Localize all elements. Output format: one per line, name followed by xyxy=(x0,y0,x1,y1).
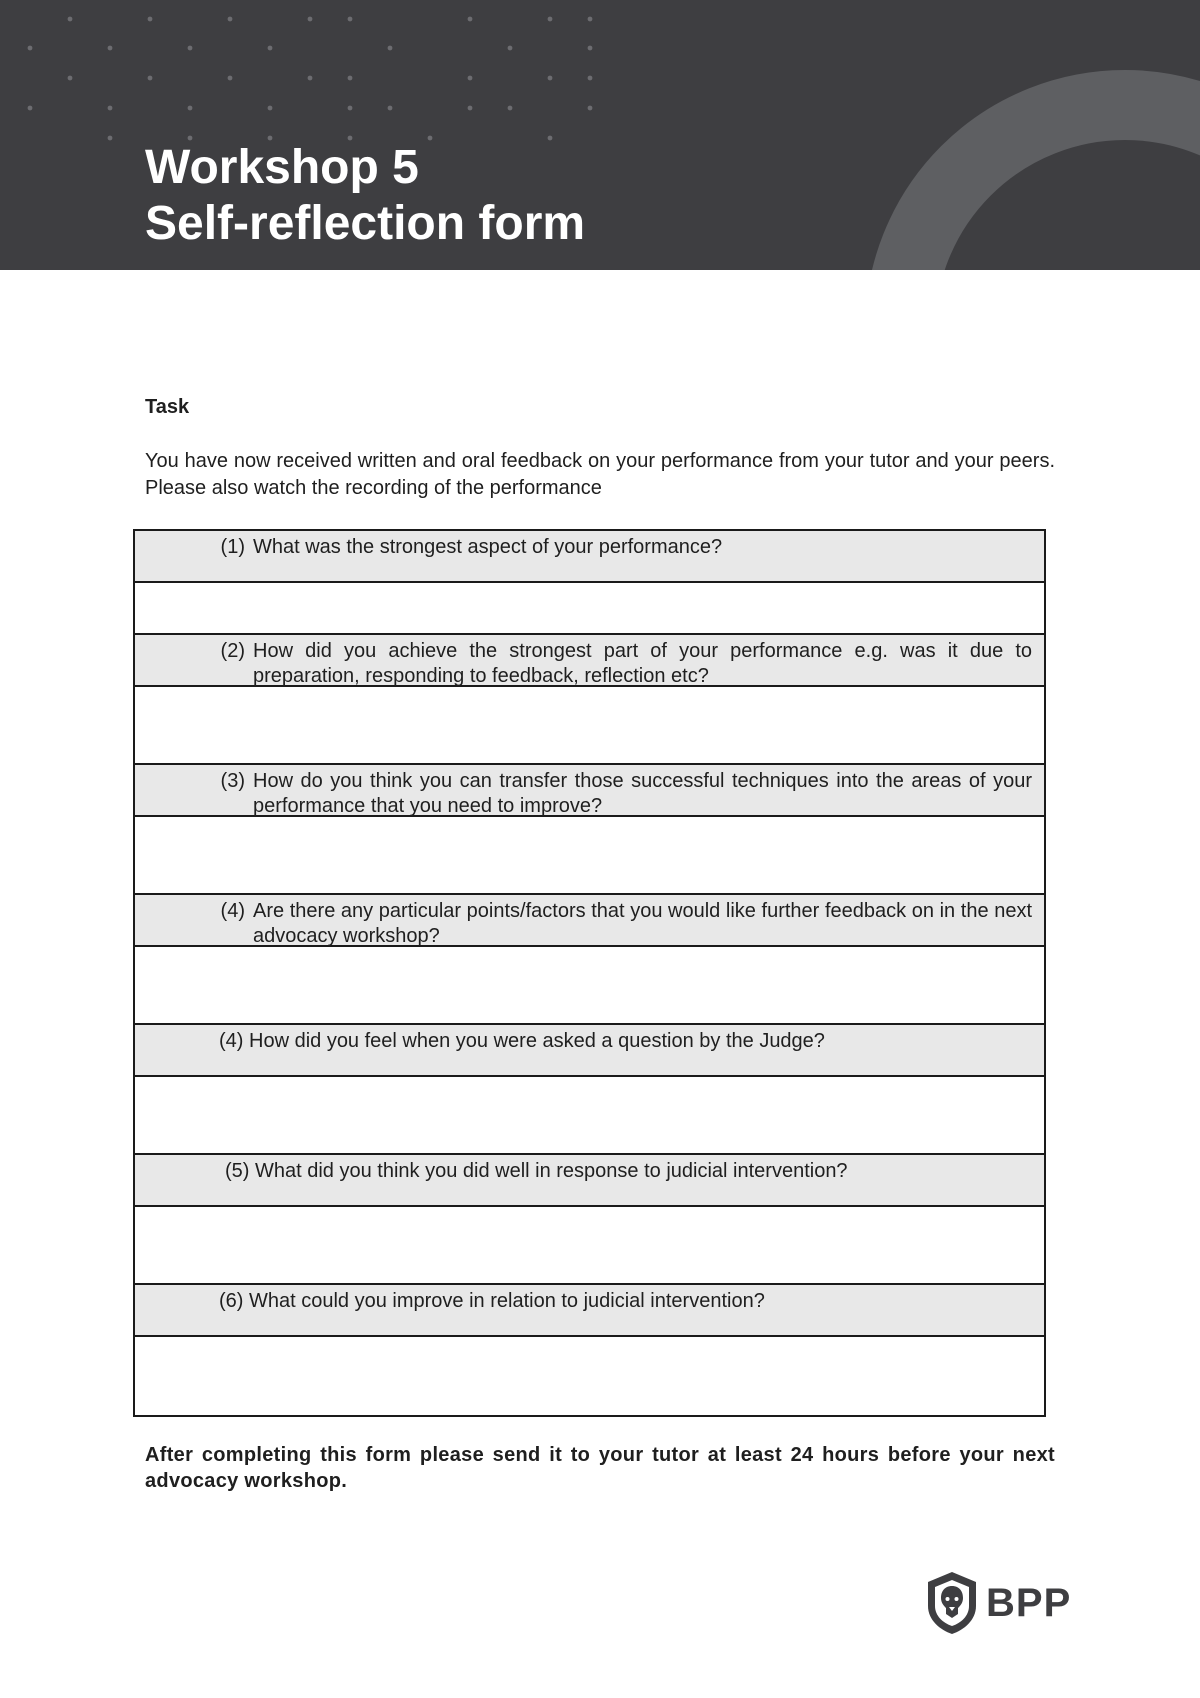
header-banner xyxy=(0,0,1200,270)
question-text: What was the strongest aspect of your performance? xyxy=(253,536,723,558)
question-row-4 xyxy=(135,895,1044,947)
reflection-form-table xyxy=(133,529,1046,1417)
question-number: (3) xyxy=(220,770,245,792)
answer-field-3[interactable] xyxy=(135,817,1044,895)
answer-field-7[interactable] xyxy=(135,1337,1044,1415)
arc-decoration xyxy=(865,70,1200,270)
question-row-6 xyxy=(135,1155,1044,1207)
question-row-2 xyxy=(135,635,1044,687)
answer-field-5[interactable] xyxy=(135,1077,1044,1155)
page-title xyxy=(145,140,585,252)
answer-field-4[interactable] xyxy=(135,947,1044,1025)
question-number: (4) xyxy=(220,900,245,922)
question-text: (6) What could you improve in relation to judicial intervention? xyxy=(219,1290,765,1312)
answer-field-2[interactable] xyxy=(135,687,1044,765)
question-text: (4) How did you feel when you were asked a question by the Judge? xyxy=(219,1030,825,1052)
question-text: How did you achieve the strongest part of your performance e.g. was it due to preparation, responding to feedback, reflection etc? xyxy=(253,640,1032,687)
question-text: (5) What did you think you did well in response to judicial intervention? xyxy=(225,1160,848,1182)
lion-shield-icon xyxy=(924,1570,980,1636)
bpp-logo xyxy=(924,1570,1071,1636)
question-number: (2) xyxy=(220,640,245,662)
task-heading: Task xyxy=(145,396,190,418)
question-number: (1) xyxy=(220,536,245,558)
task-intro: You have now received written and oral feedback on your performance from your tutor and your peers. Please also watch the recording of the performance xyxy=(145,450,1055,499)
question-text: How do you think you can transfer those successful techniques into the areas of your performance that you need to improve? xyxy=(253,770,1032,817)
answer-field-1[interactable] xyxy=(135,583,1044,635)
question-row-1 xyxy=(135,531,1044,583)
question-row-3 xyxy=(135,765,1044,817)
question-row-7 xyxy=(135,1285,1044,1337)
question-text: Are there any particular points/factors that you would like further feedback on in the next advocacy workshop? xyxy=(253,900,1032,947)
dot-pattern-decoration xyxy=(0,0,640,160)
title-line-2: Self-reflection form xyxy=(145,197,586,250)
title-line-1: Workshop 5 xyxy=(145,141,419,194)
logo-text: BPP xyxy=(986,1580,1072,1625)
answer-field-6[interactable] xyxy=(135,1207,1044,1285)
question-row-5 xyxy=(135,1025,1044,1077)
closing-instruction: After completing this form please send it to your tutor at least 24 hours before your next advocacy workshop. xyxy=(145,1444,1055,1492)
